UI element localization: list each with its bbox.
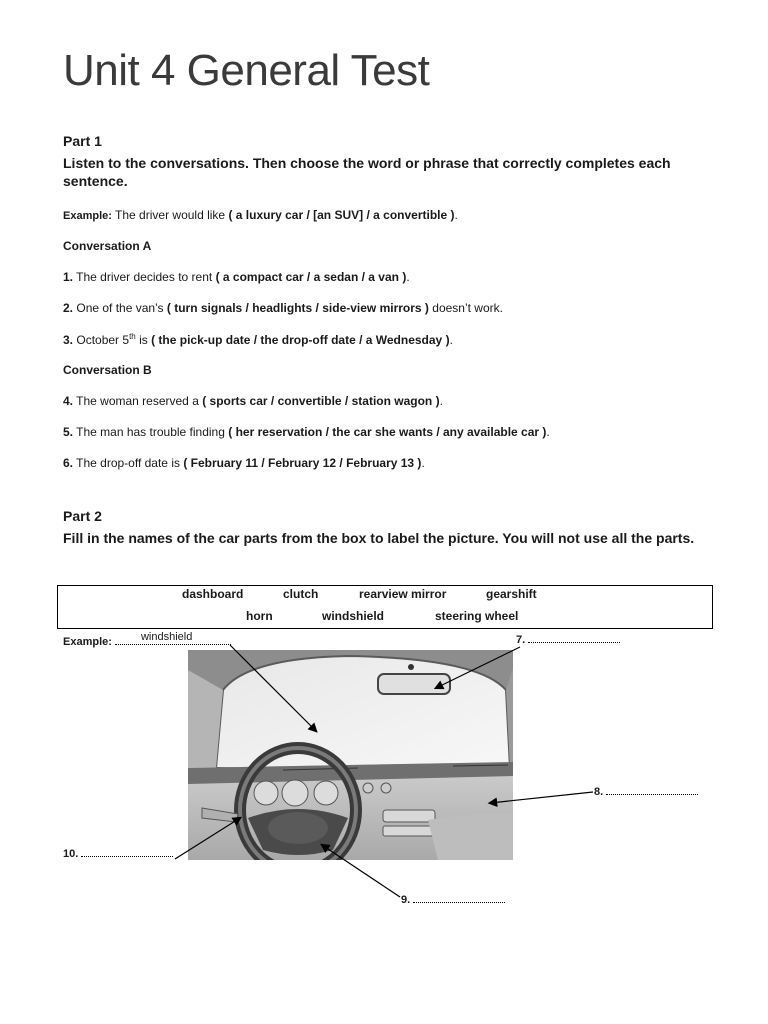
question-end: doesn’t work. — [432, 301, 503, 315]
question-options: ( a compact car / a sedan / a van ) — [215, 270, 407, 284]
question-end: . — [449, 333, 453, 347]
question-options: ( her reservation / the car she wants / any available car ) — [228, 425, 547, 439]
part1-instructions: Listen to the conversations. Then choose the word or phrase that correctly completes each sentence. — [63, 155, 671, 189]
word-box-item: horn — [246, 609, 273, 623]
answer-blank[interactable] — [413, 892, 505, 903]
label-7-number: 7. — [516, 634, 526, 646]
question-text: The woman reserved a — [76, 394, 199, 408]
example-end: . — [454, 208, 458, 222]
example-text: The driver would like — [115, 208, 226, 222]
word-box-item: steering wheel — [435, 609, 519, 623]
word-box-item: gearshift — [486, 587, 537, 601]
part2-instructions: Fill in the names of the car parts from the box to label the picture. You will not use all the parts. — [63, 530, 695, 546]
example-label: Example: — [63, 210, 112, 222]
question-end: . — [546, 425, 550, 439]
example-options: ( a luxury car / [an SUV] / a convertible ) — [228, 208, 455, 222]
page-title: Unit 4 General Test — [63, 46, 430, 95]
word-box-item: dashboard — [182, 587, 244, 601]
question-end: . — [406, 270, 410, 284]
question-options: ( February 11 / February 12 / February 13 ) — [183, 456, 422, 470]
question-number: 3. — [63, 333, 74, 347]
question-options: ( turn signals / headlights / side-view mirrors ) — [166, 301, 429, 315]
answer-blank[interactable] — [528, 632, 620, 643]
part2-example-label: Example: — [63, 636, 112, 648]
question-number: 4. — [63, 394, 74, 408]
question-number: 6. — [63, 456, 74, 470]
question-end: . — [421, 456, 425, 470]
label-10-number: 10. — [63, 848, 79, 860]
answer-blank[interactable] — [606, 784, 698, 795]
label-8 — [594, 784, 698, 798]
question-options: ( the pick-up date / the drop-off date / a Wednesday ) — [151, 333, 450, 347]
label-9-number: 9. — [401, 894, 411, 906]
label-9 — [401, 892, 505, 906]
part1-heading: Part 1 — [63, 133, 102, 149]
ordinal-suffix: th — [129, 332, 136, 341]
question-text: The drop-off date is — [76, 456, 180, 470]
label-7 — [516, 632, 620, 646]
word-box-item: rearview mirror — [359, 587, 447, 601]
conversation-b-heading: Conversation B — [63, 363, 152, 377]
question-number: 1. — [63, 270, 74, 284]
question-end: . — [439, 394, 443, 408]
question-text-2: is — [139, 333, 148, 347]
label-10 — [63, 846, 173, 860]
question-options: ( sports car / convertible / station wagon ) — [202, 394, 440, 408]
conversation-a-heading: Conversation A — [63, 239, 152, 253]
word-box-item: windshield — [322, 609, 385, 623]
answer-blank[interactable] — [81, 846, 173, 857]
question-text: The man has trouble finding — [76, 425, 225, 439]
question-text: The driver decides to rent — [76, 270, 213, 284]
question-text: October 5 — [76, 333, 130, 347]
question-number: 5. — [63, 425, 74, 439]
part2-example-answer: windshield — [140, 631, 193, 643]
question-text: One of the van’s — [76, 301, 164, 315]
word-box-item: clutch — [283, 587, 319, 601]
label-8-number: 8. — [594, 786, 604, 798]
question-number: 2. — [63, 301, 74, 315]
part2-heading: Part 2 — [63, 508, 102, 524]
